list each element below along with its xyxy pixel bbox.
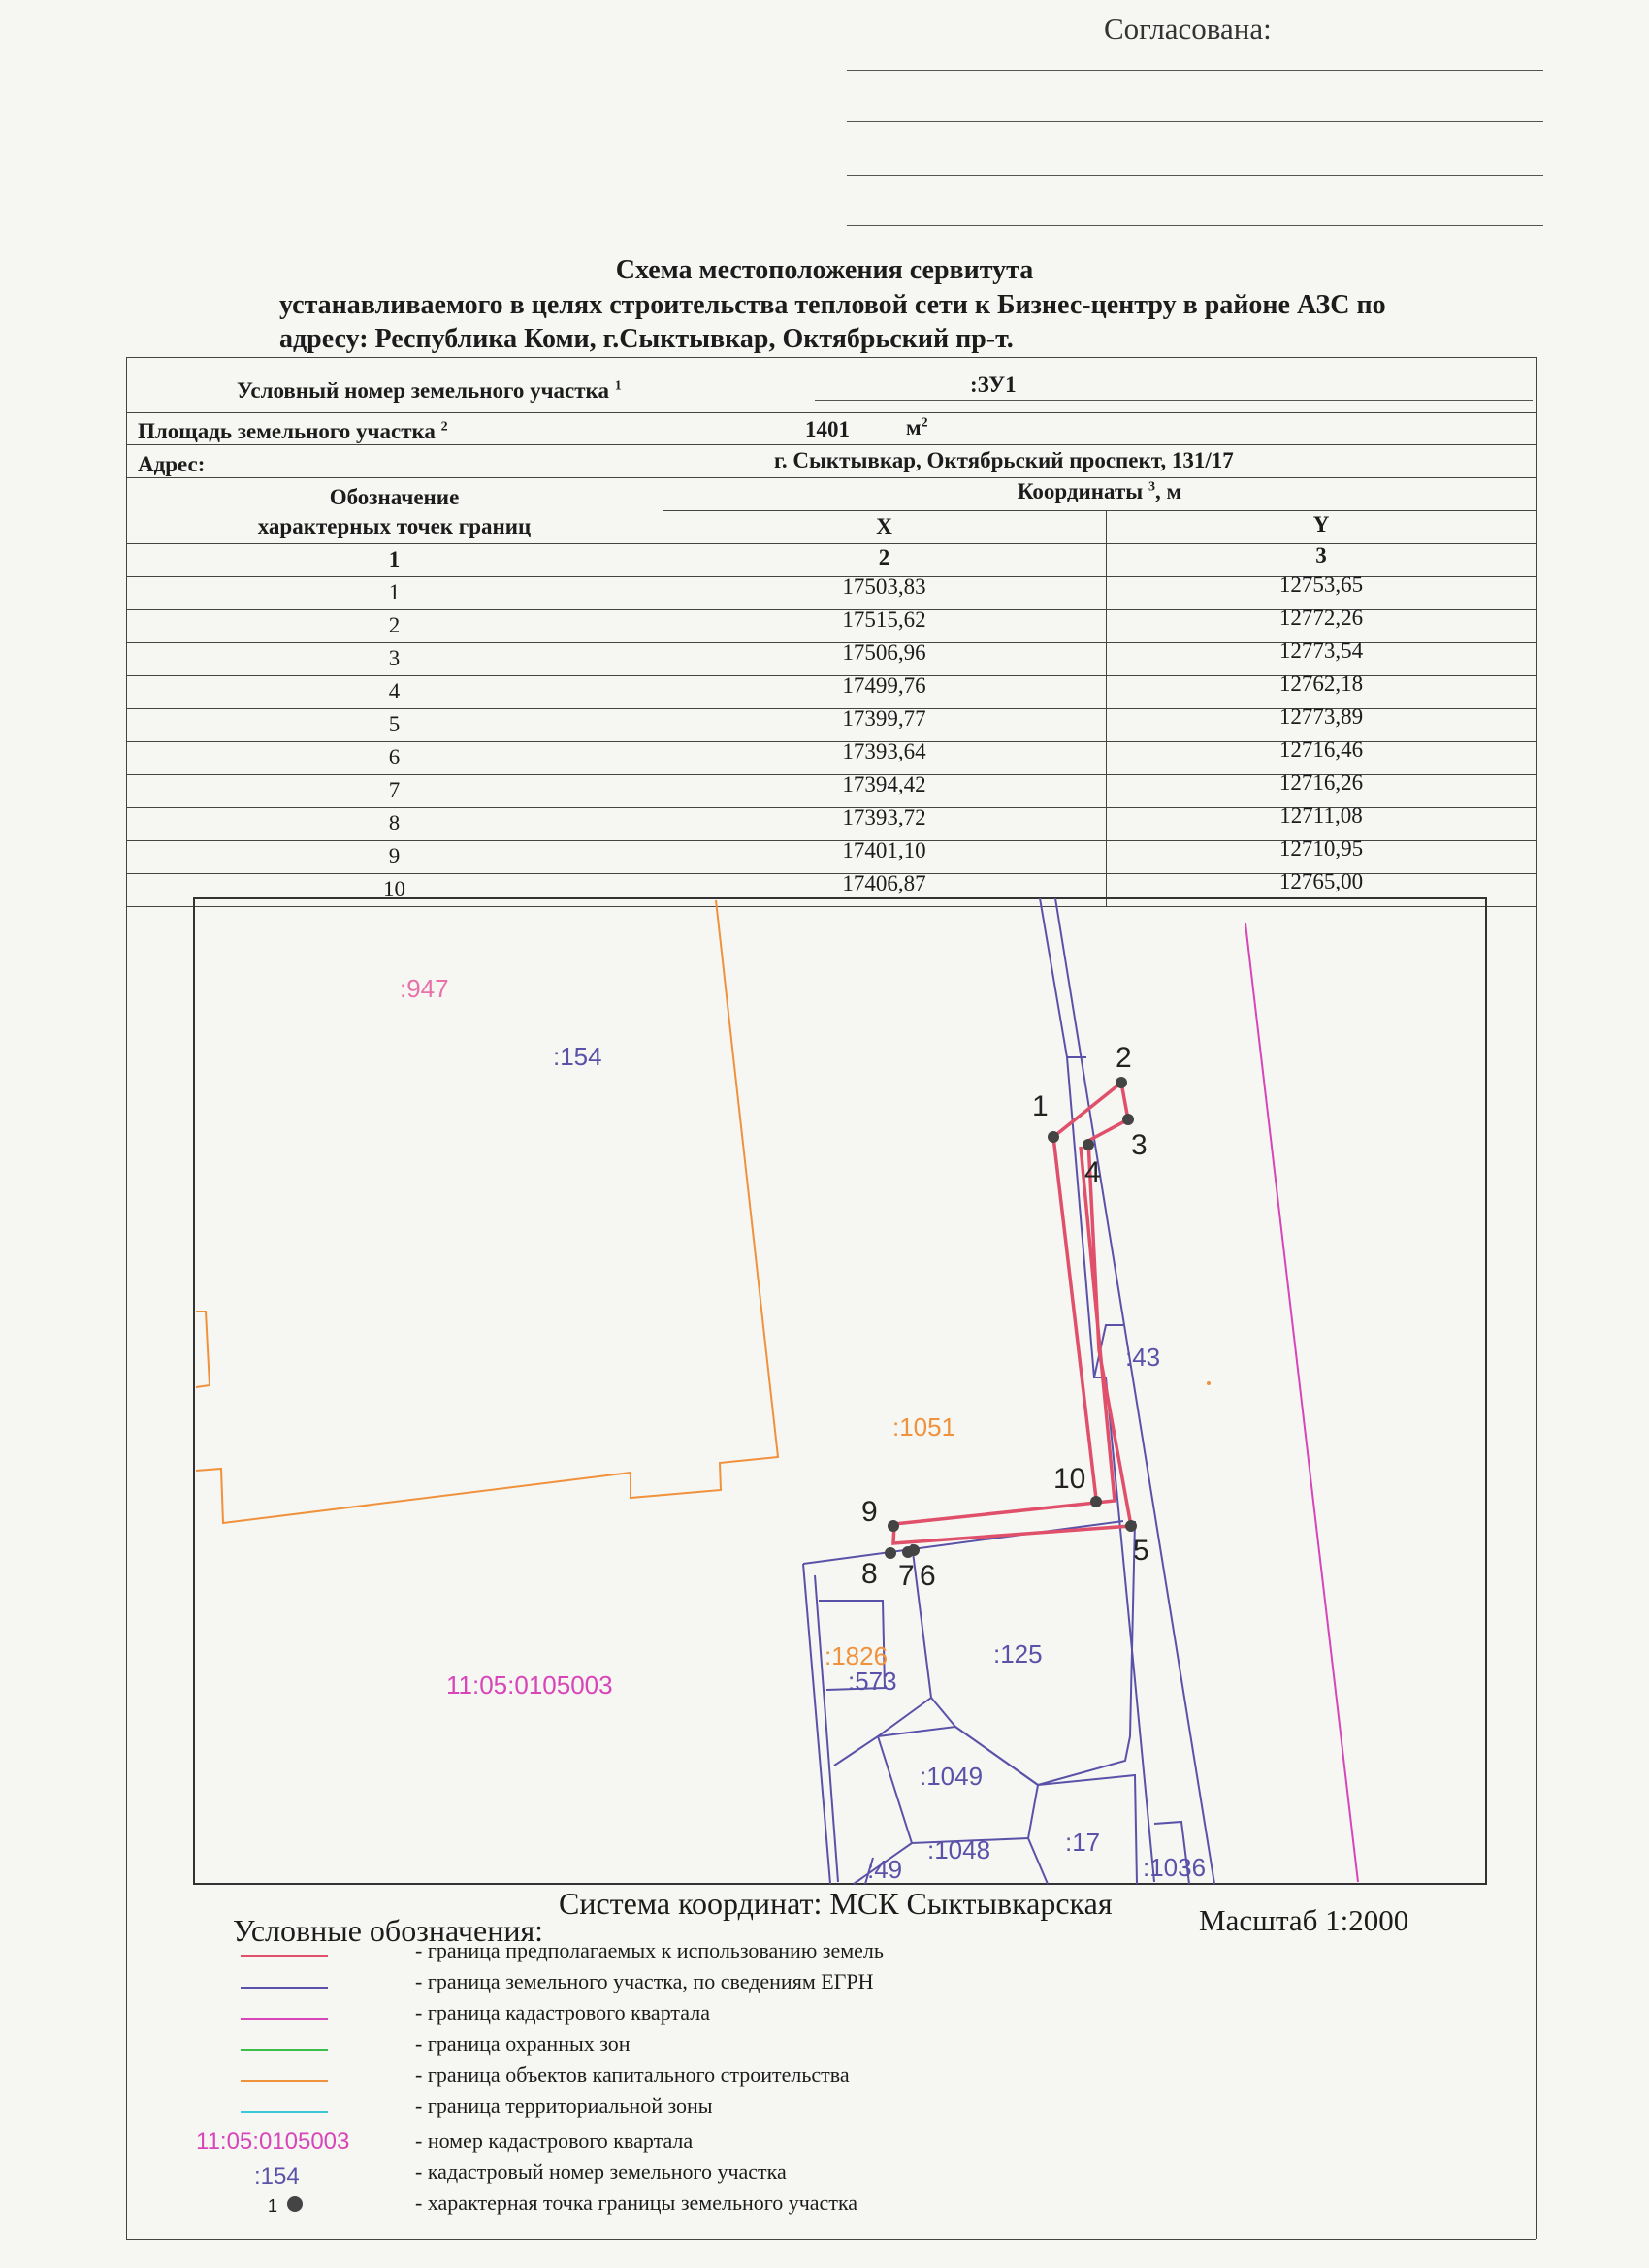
point-labels	[861, 1042, 1149, 1592]
legend-sample-quarter-number: 11:05:0105003	[196, 2128, 350, 2155]
parcel-address-label: Адрес:	[138, 452, 206, 476]
col-points-header: Обозначение	[329, 485, 460, 509]
x-value: 17406,87	[842, 871, 926, 895]
legend-item: - граница территориальной зоны	[415, 2093, 713, 2118]
point-label: 9	[861, 1496, 878, 1528]
point-label: 8	[861, 1558, 878, 1590]
construction-outline-main	[196, 900, 778, 1523]
point-number: 7	[388, 778, 401, 802]
legend-sample-point-dot	[287, 2196, 303, 2212]
parcel-area-value: 1401	[805, 417, 850, 441]
parcel-area-label: Площадь земельного участка $^2$	[138, 419, 448, 443]
x-value: 17394,42	[842, 772, 926, 796]
legend-sample-parcel-number: :154	[254, 2163, 300, 2189]
point-1-dot	[1048, 1131, 1059, 1143]
y-value: 12773,54	[1278, 638, 1364, 663]
parcel-label-49: :49	[867, 1855, 903, 1884]
parcel-number-value: :ЗУ1	[970, 373, 1017, 397]
x-value: 17503,83	[842, 574, 926, 599]
legend-item: - номер кадастрового квартала	[415, 2128, 694, 2153]
legend-sample-protection	[241, 2049, 328, 2051]
x-value: 17399,77	[842, 706, 926, 730]
parcel-label-573: :573	[848, 1667, 897, 1696]
legend-sample-zone	[241, 2111, 328, 2113]
x-value: 17393,64	[842, 739, 926, 763]
point-number: 5	[388, 712, 401, 736]
legend-item: - граница объектов капитального строительства	[415, 2062, 850, 2087]
y-value: 12773,89	[1278, 704, 1364, 729]
legend-item: - граница предполагаемых к использованию земель	[415, 1938, 884, 1962]
point-5-dot	[1125, 1520, 1137, 1532]
parcel-label-1036: :1036	[1143, 1853, 1207, 1882]
point-number: 2	[388, 613, 401, 637]
parcel-label-154: :154	[553, 1042, 602, 1071]
object-label-1051: :1051	[892, 1412, 956, 1442]
legend-item: - характерная точка границы земельного участка	[415, 2190, 858, 2215]
point-label: 1	[1032, 1090, 1049, 1122]
point-3-dot	[1122, 1114, 1134, 1125]
coordinate-system: Система координат: МСК Сыктывкарская	[559, 1886, 1113, 1921]
point-7-dot	[902, 1546, 914, 1558]
legend-sample-quarter	[241, 2018, 328, 2020]
y-header: Y	[1312, 512, 1330, 536]
col-number: 3	[1315, 543, 1327, 567]
point-label: 7	[898, 1560, 915, 1592]
y-value: 12762,18	[1278, 671, 1364, 696]
map-frame	[194, 898, 1486, 1884]
point-9-dot	[888, 1520, 899, 1532]
point-2-dot	[1116, 1077, 1127, 1088]
object-label-1826: :1826	[824, 1641, 889, 1670]
parcel-area-unit: $м^2$	[906, 415, 928, 439]
parcel-line-43-inner	[1040, 898, 1154, 1882]
legend-title: Условные обозначения:	[233, 1913, 544, 1948]
y-value: 12765,00	[1278, 869, 1364, 893]
construction-boundaries	[196, 900, 778, 1523]
y-value: 12710,95	[1278, 836, 1364, 860]
parcel-17-edge	[1028, 1838, 1048, 1884]
y-value: 12716,26	[1278, 770, 1364, 794]
document-title: Схема местоположения сервитута	[615, 255, 1034, 285]
legend-sample-servitude	[241, 1955, 328, 1957]
legend-sample-point-number: 1	[268, 2196, 278, 2216]
point-number: 1	[388, 580, 401, 604]
y-value: 12772,26	[1278, 605, 1364, 630]
parcel-label-1048: :1048	[927, 1835, 991, 1864]
map-scale: Масштаб 1:2000	[1199, 1903, 1409, 1937]
legend-item: - граница кадастрового квартала	[415, 2000, 710, 2025]
quarter-boundary	[1245, 923, 1358, 1882]
parcel-line-top-125	[803, 1521, 1123, 1564]
parcel-address-value: г. Сыктывкар, Октябрьский проспект, 131/17	[774, 448, 1234, 472]
document-subtitle-address: адресу: Республика Коми, г.Сыктывкар, Октябрьский пр-т.	[279, 324, 1014, 354]
point-label: 2	[1116, 1042, 1132, 1074]
parcel-label-125: :125	[993, 1639, 1043, 1669]
parcel-boundaries	[803, 898, 1214, 1884]
x-value: 17401,10	[842, 838, 926, 862]
x-value: 17515,62	[842, 607, 926, 632]
y-value: 12711,08	[1279, 803, 1363, 827]
point-number: 4	[388, 679, 401, 703]
col-points-header-2: характерных точек границ	[257, 514, 532, 538]
point-number: 10	[383, 877, 405, 901]
parcel-number-label: Условный номер земельного участка $^1$	[237, 378, 622, 403]
point-number: 3	[388, 646, 401, 670]
document-subtitle: устанавливаемого в целях строительства тепловой сети к Бизнес-центру в районе АЗС по	[279, 290, 1386, 320]
parcel-label-43: :43	[1125, 1343, 1161, 1372]
x-header: X	[876, 514, 892, 538]
x-value: 17499,76	[842, 673, 926, 697]
parcel-label-1049: :1049	[920, 1762, 984, 1791]
x-value: 17506,96	[842, 640, 926, 664]
point-label: 5	[1133, 1535, 1149, 1567]
legend-sample-parcel	[241, 1987, 328, 1989]
approval-label: Согласована:	[1104, 12, 1272, 46]
y-value: 12753,65	[1278, 572, 1364, 597]
orange-dot-marker	[1207, 1381, 1211, 1385]
quarter-label: 11:05:0105003	[446, 1670, 613, 1700]
legend-item: - граница земельного участка, по сведениям ЕГРН	[415, 1969, 874, 1993]
col-number: 1	[388, 547, 401, 571]
point-number: 9	[388, 844, 401, 868]
point-8-dot	[885, 1547, 896, 1559]
parcel-label-17: :17	[1065, 1828, 1101, 1857]
point-label: 6	[920, 1560, 936, 1592]
coords-header: Координаты $^3$, м	[1017, 479, 1182, 503]
construction-outline-left	[196, 1312, 210, 1387]
point-label: 4	[1084, 1156, 1101, 1188]
y-value: 12716,46	[1278, 737, 1364, 761]
legend-sample-construction	[241, 2080, 328, 2082]
point-label: 3	[1131, 1129, 1148, 1161]
x-value: 17393,72	[842, 805, 926, 829]
point-label: 10	[1053, 1463, 1086, 1495]
point-number: 6	[388, 745, 401, 769]
legend-item: - граница охранных зон	[415, 2031, 630, 2056]
point-4-dot	[1083, 1139, 1094, 1150]
point-10-dot	[1090, 1496, 1102, 1507]
legend-item: - кадастровый номер земельного участка	[415, 2159, 787, 2184]
parcel-line-43-right	[1055, 898, 1214, 1884]
point-number: 8	[388, 811, 401, 835]
parcel-label-947: :947	[400, 974, 449, 1003]
col-number: 2	[878, 545, 890, 569]
